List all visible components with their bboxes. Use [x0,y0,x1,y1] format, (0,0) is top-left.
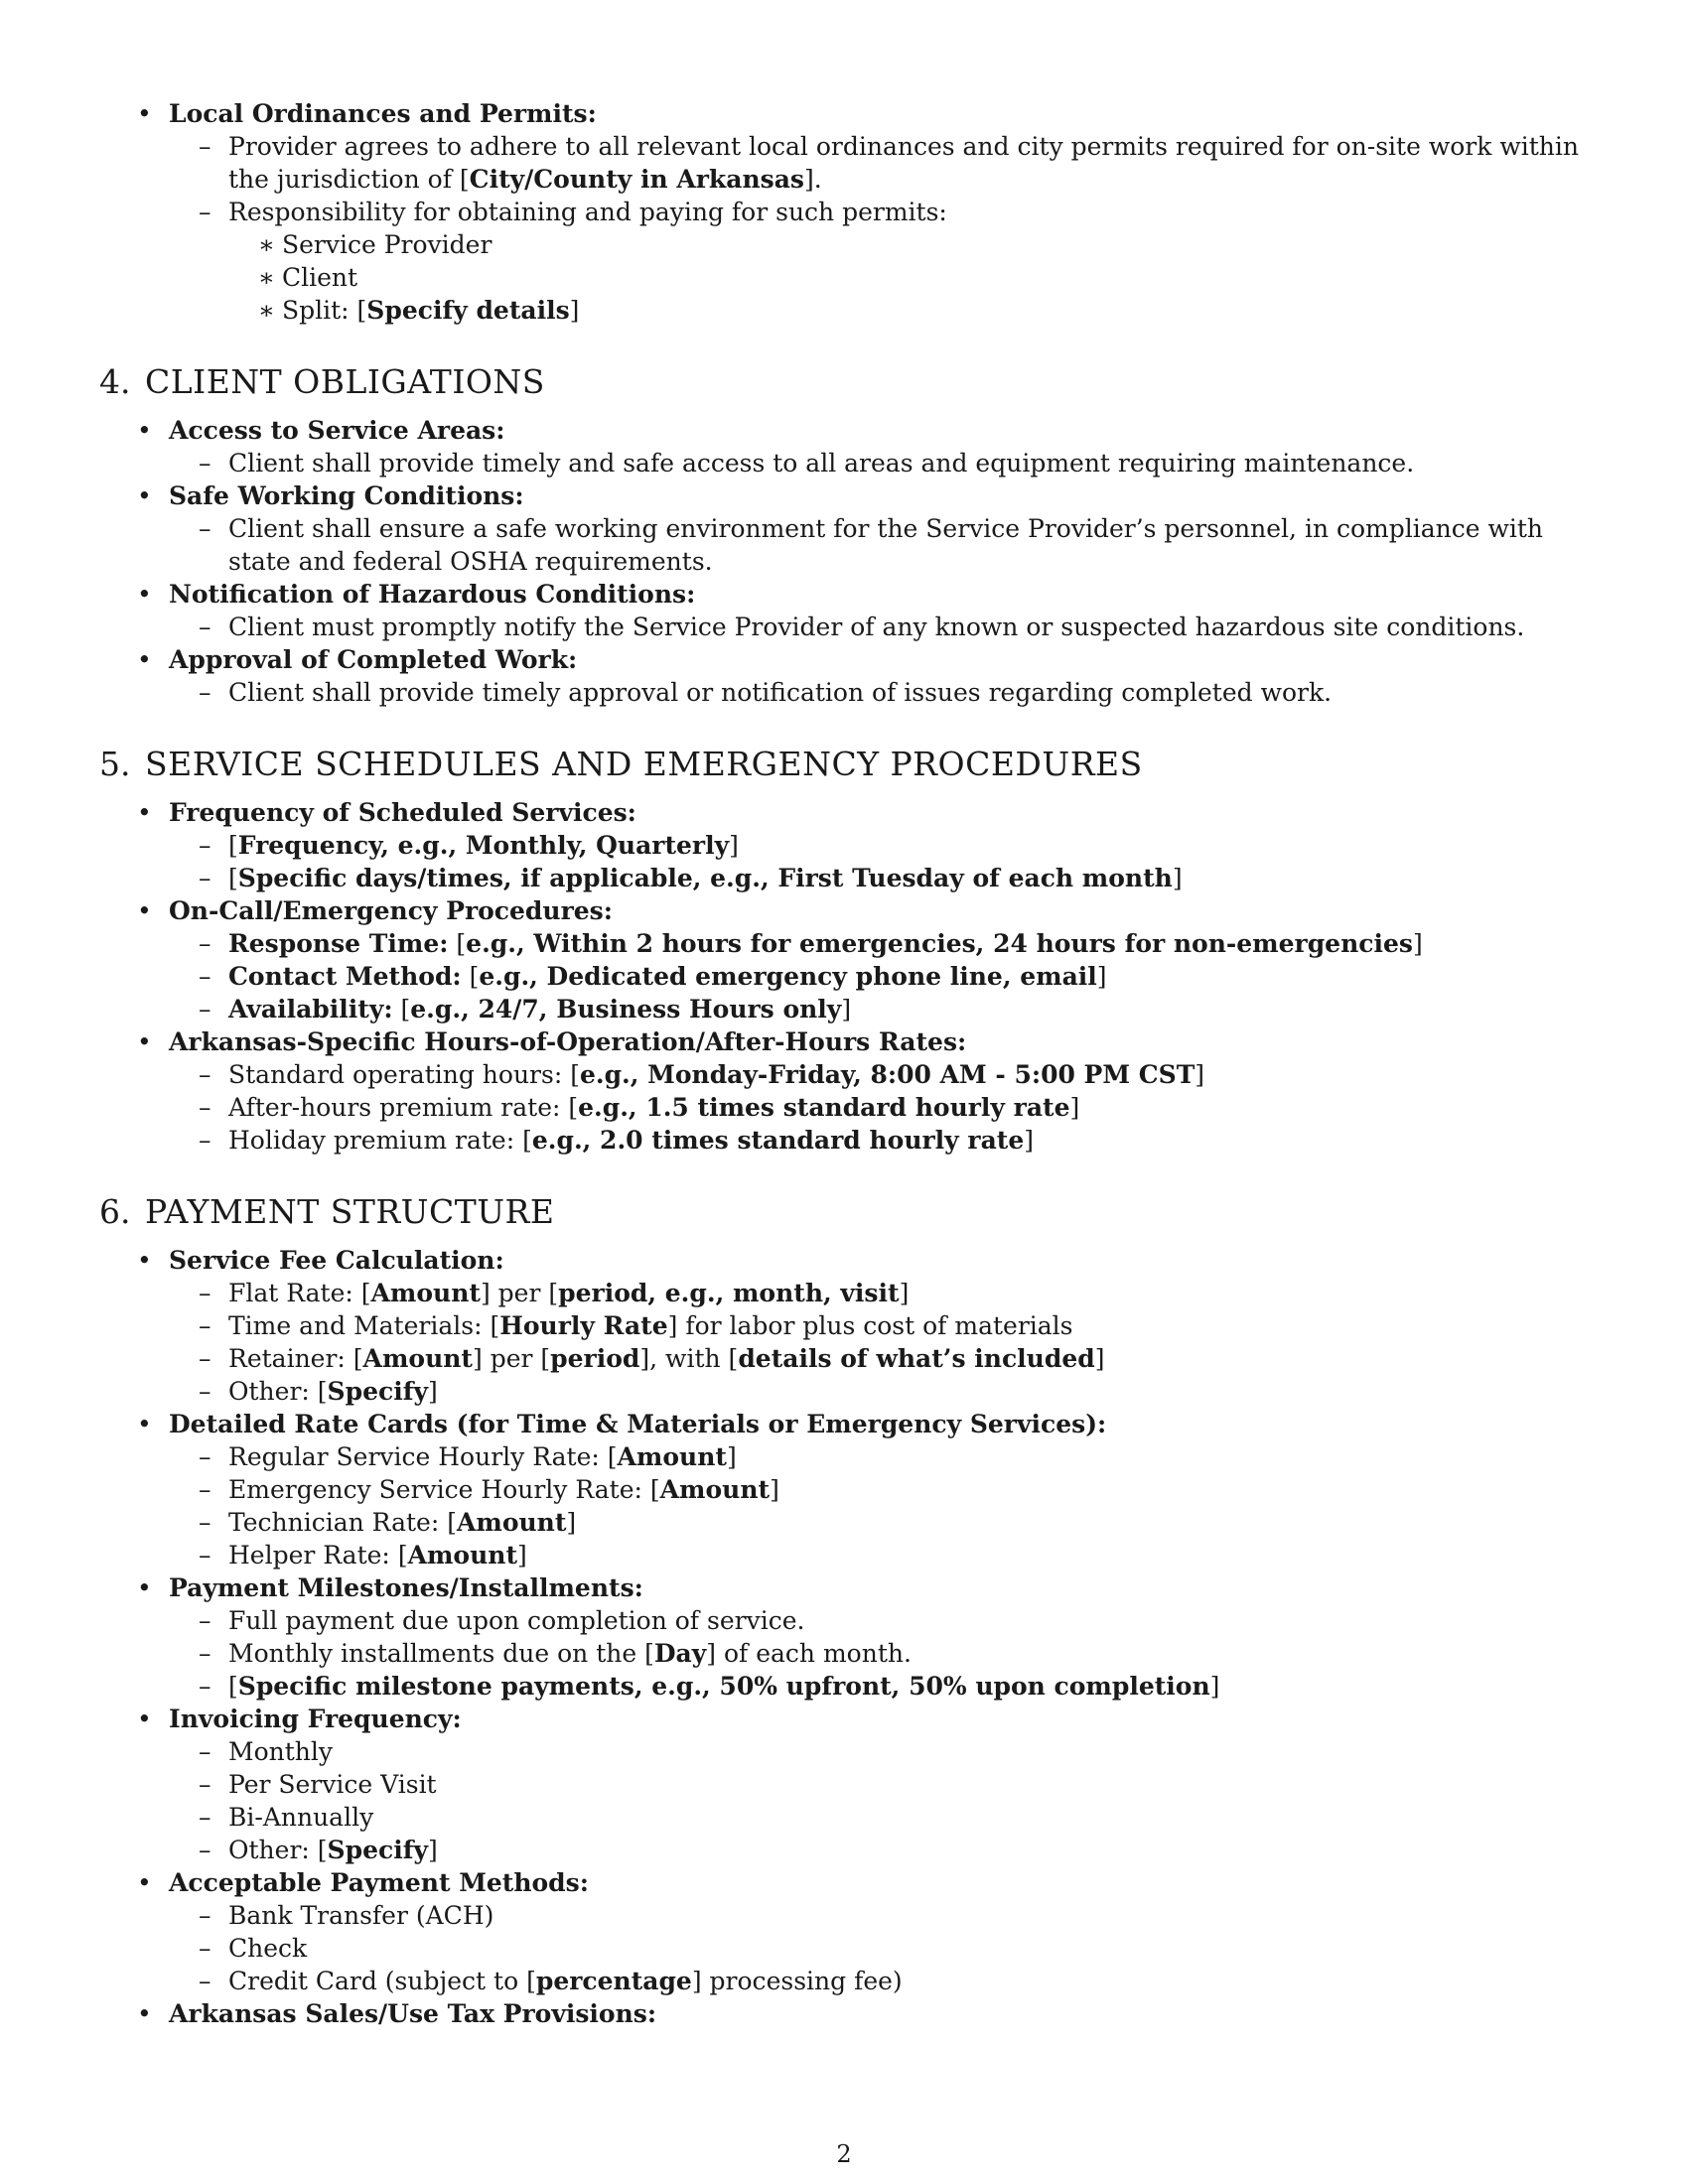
list-item [99,578,1589,643]
list-item: – Contact Method: [e.g., Dedicated emergency phone line, email] [169,960,1589,993]
local-ordinances-list [99,97,1589,327]
list-item [169,130,1589,196]
list-item [169,1768,1589,1801]
placeholder-text: Specify [327,1836,428,1864]
placeholder-text: Specify details [366,296,570,325]
list-item [99,479,1589,578]
list-item [169,611,1589,643]
placeholder-text: e.g., 2.0 times standard hourly rate [531,1126,1025,1155]
item-label: Notification of Hazardous Conditions: [169,580,696,609]
placeholder-text: Amount [659,1475,771,1504]
placeholder-text: percentage [535,1967,692,1995]
list-item: – Standard operating hours: [e.g., Monday-Friday, 8:00 AM - 5:00 PM CST] [169,1058,1589,1091]
sub-sub-list [228,228,1589,327]
text: , with [649,1344,729,1373]
placeholder-text: details of what’s included [738,1344,1095,1373]
list-item [169,512,1589,578]
text: Client shall ensure a safe working environment for the Service Provider’s personnel, in compliance with state and federal OSHA requirements. [228,514,1544,576]
item-label: Local Ordinances and Permits: [169,99,597,128]
item-label: Acceptable Payment Methods: [169,1868,589,1897]
text: Flat Rate: [228,1279,361,1307]
text: Full payment due upon completion of service. [228,1606,805,1635]
placeholder-text: e.g., Monday-Friday, 8:00 AM - 5:00 PM CST [579,1060,1196,1089]
payment-structure-list [99,1244,1589,2030]
placeholder-text: e.g., Dedicated emergency phone line, email [479,962,1097,991]
list-item [169,676,1589,709]
text: per [490,1279,549,1307]
section-title: SERVICE SCHEDULES AND EMERGENCY PROCEDURES [145,745,1143,783]
text: Client must promptly notify the Service Provider of any known or suspected hazardous site conditions. [228,613,1525,641]
text: Service Provider [282,230,492,259]
text: Bi-Annually [228,1803,374,1832]
list-item [99,1703,1589,1866]
list-item: – Monthly installments due on the [Day] of each month. [169,1637,1589,1670]
field-label: Response Time: [228,929,449,958]
section-title: CLIENT OBLIGATIONS [145,362,545,401]
sub-list [169,1604,1589,1703]
item-label: Safe Working Conditions: [169,481,524,510]
sub-list [169,676,1589,709]
text: of each month. [716,1639,912,1668]
list-item: – Helper Rate: [Amount] [169,1539,1589,1571]
text: Credit Card (subject to [228,1967,527,1995]
text: Responsibility for obtaining and paying for such permits: [228,198,947,226]
list-item [99,1571,1589,1703]
section-title: PAYMENT STRUCTURE [145,1192,555,1231]
text: Monthly installments due on the [228,1639,645,1668]
text: Client [282,263,358,292]
sub-list [169,1735,1589,1866]
text: Holiday premium rate: [228,1126,523,1155]
list-item [99,1408,1589,1571]
item-label: Arkansas-Specific Hours-of-Operation/After-Hours Rates: [169,1027,967,1056]
text: Standard operating hours: [228,1060,571,1089]
list-item: – Regular Service Hourly Rate: [Amount] [169,1440,1589,1473]
list-item [228,261,1589,294]
text: per [482,1344,541,1373]
text: Check [228,1934,308,1963]
placeholder-text: Day [653,1639,707,1668]
list-item: – Time and Materials: [Hourly Rate] for labor plus cost of materials [169,1309,1589,1342]
placeholder-text: period [550,1344,640,1373]
text: After-hours premium rate: [228,1093,569,1122]
text: processing fee) [701,1967,903,1995]
placeholder-text: Amount [370,1279,481,1307]
list-item: – Retainer: [Amount] per [period], with [details of what’s included] [169,1342,1589,1375]
text: Time and Materials: [228,1311,491,1340]
item-label: Invoicing Frequency: [169,1705,462,1733]
field-label: Contact Method: [228,962,462,991]
list-item: – Holiday premium rate: [e.g., 2.0 times standard hourly rate] [169,1124,1589,1157]
field-label: Availability: [228,995,393,1024]
section-heading-client-obligations [99,362,1589,402]
list-item [99,414,1589,479]
text: Helper Rate: [228,1541,398,1570]
service-schedules-list [99,796,1589,1157]
text: Retainer: [228,1344,353,1373]
text: ]. [803,165,822,194]
item-label: Payment Milestones/Installments: [169,1573,643,1602]
placeholder-text: Specific days/times, if applicable, e.g., First Tuesday of each month [237,864,1173,892]
list-item: – After-hours premium rate: [e.g., 1.5 times standard hourly rate] [169,1091,1589,1124]
text: Bank Transfer (ACH) [228,1901,494,1930]
text: Other: [228,1377,318,1406]
list-item [99,796,1589,894]
list-item: – Credit Card (subject to [percentage] processing fee) [169,1965,1589,1997]
placeholder-text: Hourly Rate [499,1311,668,1340]
text: Client shall provide timely and safe access to all areas and equipment requiring maintenance. [228,449,1415,478]
list-item [99,1866,1589,1997]
section-heading-service-schedules [99,745,1589,784]
sub-list [169,927,1589,1025]
list-item [169,1932,1589,1965]
text: Per Service Visit [228,1770,437,1799]
placeholder-text: Amount [407,1541,518,1570]
text: Emergency Service Hourly Rate: [228,1475,650,1504]
list-item [228,228,1589,261]
placeholder-text: Amount [617,1442,727,1471]
list-item: – Technician Rate: [Amount] [169,1506,1589,1539]
list-item: – Availability: [e.g., 24/7, Business Hours only] [169,993,1589,1025]
sub-list [169,130,1589,327]
sub-list [169,1277,1589,1408]
list-item [169,1604,1589,1637]
list-item [169,196,1589,327]
item-label: Detailed Rate Cards (for Time & Materials or Emergency Services): [169,1410,1107,1438]
list-item [99,1025,1589,1157]
list-item [169,1735,1589,1768]
list-item [228,294,1589,327]
text: Split: [ [282,296,367,325]
sub-list [169,1440,1589,1571]
placeholder-text: Amount [362,1344,473,1373]
list-item [169,1899,1589,1932]
item-label: On-Call/Emergency Procedures: [169,896,613,925]
text: Monthly [228,1737,334,1766]
text: Client shall provide timely approval or notification of issues regarding completed work. [228,678,1333,707]
list-item: – Response Time: [e.g., Within 2 hours for emergencies, 24 hours for non-emergencies] [169,927,1589,960]
item-label: Service Fee Calculation: [169,1246,504,1275]
placeholder-text: e.g., 24/7, Business Hours only [410,995,842,1024]
list-item: – Flat Rate: [Amount] per [period, e.g., month, visit] [169,1277,1589,1309]
section-number: 5. [99,745,131,783]
placeholder-text: Specify [327,1377,428,1406]
list-item [99,97,1589,327]
text: Other: [228,1836,318,1864]
list-item [169,1801,1589,1834]
sub-list [169,611,1589,643]
placeholder-text: City/County in Arkansas [469,165,804,194]
sub-list [169,1899,1589,1997]
item-label: Access to Service Areas: [169,416,505,445]
section-number: 6. [99,1192,131,1231]
list-item [99,1997,1589,2030]
text: for labor plus cost of materials [677,1311,1073,1340]
section-number: 4. [99,362,131,401]
page-content [99,97,1589,2030]
item-label: Frequency of Scheduled Services: [169,798,636,827]
page-number: 2 [836,2140,852,2168]
list-item [99,1244,1589,1408]
placeholder-text: Frequency, e.g., Monthly, Quarterly [237,831,730,860]
item-label: Approval of Completed Work: [169,645,578,674]
section-heading-payment-structure [99,1192,1589,1232]
item-label: Arkansas Sales/Use Tax Provisions: [169,1999,657,2028]
text: Regular Service Hourly Rate: [228,1442,608,1471]
text: ] [569,296,580,325]
text: Technician Rate: [228,1508,448,1537]
list-item [99,894,1589,1025]
placeholder-text: period, e.g., month, visit [558,1279,900,1307]
sub-list [169,512,1589,578]
list-item: – Other: [Specify] [169,1834,1589,1866]
placeholder-text: Amount [456,1508,567,1537]
list-item: – Emergency Service Hourly Rate: [Amount] [169,1473,1589,1506]
list-item: – [Frequency, e.g., Monthly, Quarterly] [169,829,1589,862]
placeholder-text: Specific milestone payments, e.g., 50% upfront, 50% upon completion [237,1672,1210,1701]
sub-list [169,829,1589,894]
list-item: – [Specific days/times, if applicable, e.g., First Tuesday of each month] [169,862,1589,894]
placeholder-text: e.g., Within 2 hours for emergencies, 24 hours for non-emergencies [466,929,1413,958]
sub-list [169,1058,1589,1157]
list-item [169,447,1589,479]
list-item [99,643,1589,709]
list-item: – Other: [Specify] [169,1375,1589,1408]
sub-list [169,447,1589,479]
client-obligations-list [99,414,1589,709]
text: Provider agrees to adhere to all relevant local ordinances and city permits required for on-site work within the jurisdiction of [ [228,132,1579,194]
placeholder-text: e.g., 1.5 times standard hourly rate [578,1093,1070,1122]
list-item: – [Specific milestone payments, e.g., 50% upfront, 50% upon completion] [169,1670,1589,1703]
